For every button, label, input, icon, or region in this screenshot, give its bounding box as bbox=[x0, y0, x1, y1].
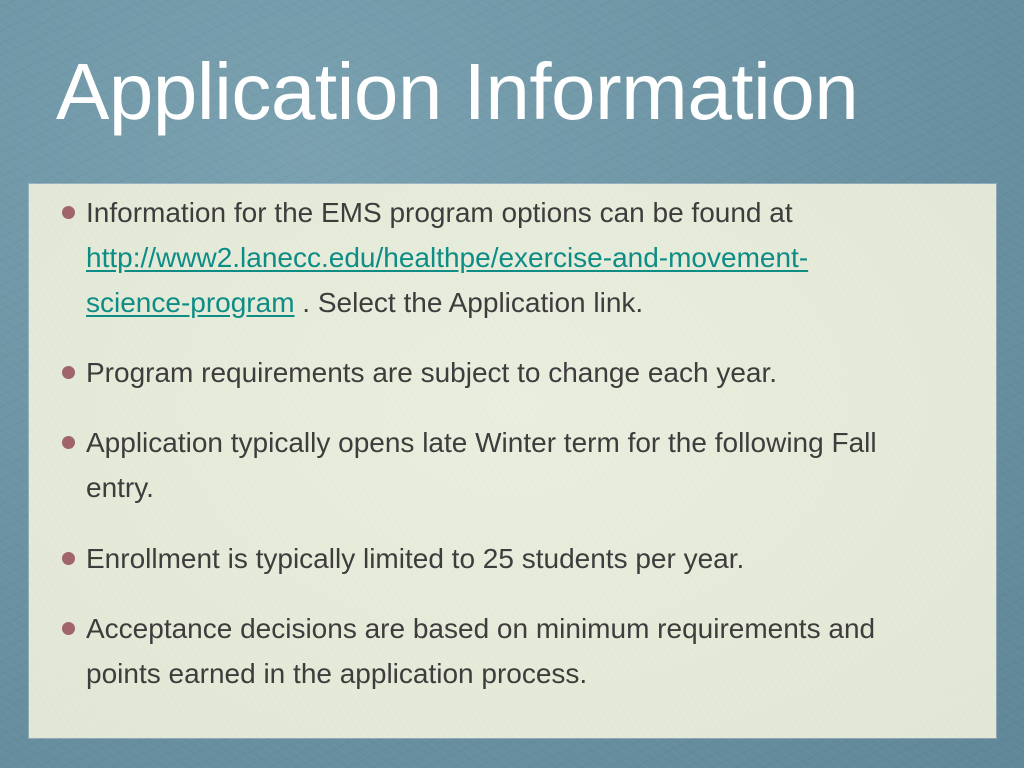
bullet-text: Enrollment is typically limited to 25 students per year. bbox=[86, 543, 745, 574]
bullet-dot-icon bbox=[62, 366, 75, 379]
bullet-dot-icon bbox=[62, 436, 75, 449]
bullet-text-after-link: . Select the Application link. bbox=[294, 287, 644, 318]
bullet-item-acceptance bbox=[86, 606, 946, 696]
bullet-text: Application typically opens late Winter term for the following Fall entry. bbox=[86, 427, 877, 503]
bullet-item-program-info bbox=[86, 190, 946, 325]
bullet-dot-icon bbox=[62, 622, 75, 635]
bullet-dot-icon bbox=[62, 552, 75, 565]
bullet-item-enrollment bbox=[86, 536, 946, 581]
content-panel bbox=[29, 184, 996, 738]
bullet-text: Information for the EMS program options can be found at bbox=[86, 197, 793, 228]
bullet-item-requirements bbox=[86, 350, 946, 395]
program-link-line2[interactable]: science-program bbox=[86, 287, 295, 318]
slide-title: Application Information bbox=[56, 47, 859, 136]
bullet-text: Acceptance decisions are based on minimum requirements and points earned in the application process. bbox=[86, 613, 876, 689]
program-link-line1[interactable]: http://www2.lanecc.edu/healthpe/exercise-and-movement- bbox=[86, 242, 809, 273]
bullet-dot-icon bbox=[62, 206, 75, 219]
bullet-item-application-timing bbox=[86, 420, 946, 510]
bullet-text: Program requirements are subject to change each year. bbox=[86, 357, 778, 388]
